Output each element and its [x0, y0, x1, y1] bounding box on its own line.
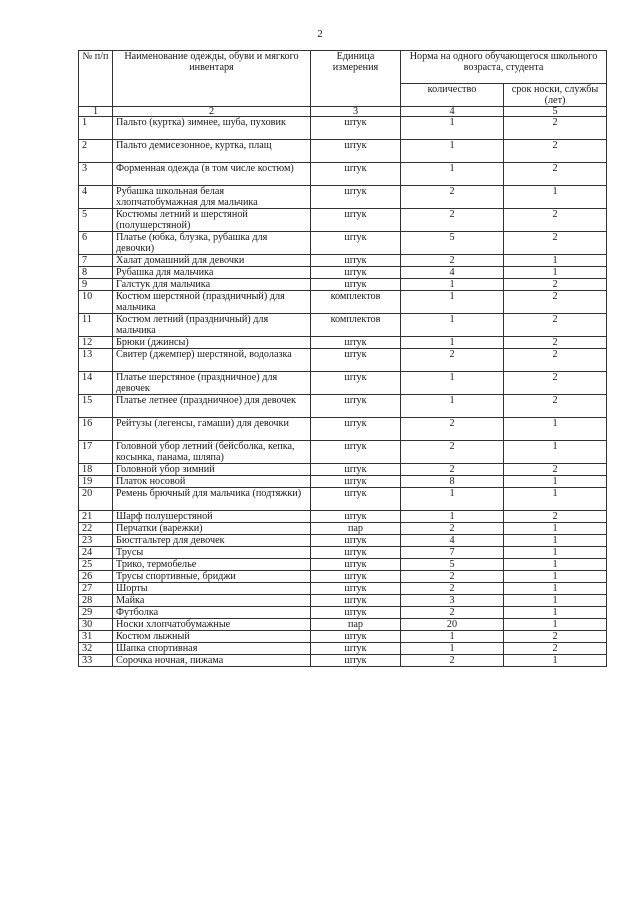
table-row	[79, 337, 607, 349]
row-quantity: 7	[401, 547, 504, 559]
row-unit: комплектов	[311, 291, 401, 314]
row-item-name: Платье летнее (праздничное) для девочек	[113, 395, 311, 418]
table-row	[79, 232, 607, 255]
row-item-name: Костюм шерстяной (праздничный) для мальчика	[113, 291, 311, 314]
table-row	[79, 267, 607, 279]
row-item-name: Бюстгальтер для девочек	[113, 535, 311, 547]
row-quantity: 2	[401, 607, 504, 619]
row-quantity: 2	[401, 255, 504, 267]
row-item-name: Костюм летний (праздничный) для мальчика	[113, 314, 311, 337]
row-quantity: 2	[401, 583, 504, 595]
row-quantity: 2	[401, 464, 504, 476]
row-item-name: Платок носовой	[113, 476, 311, 488]
row-item-name: Головной убор зимний	[113, 464, 311, 476]
row-term: 2	[504, 372, 607, 395]
row-unit: штук	[311, 255, 401, 267]
row-item-name: Трусы спортивные, бриджи	[113, 571, 311, 583]
row-quantity: 2	[401, 209, 504, 232]
row-number: 19	[79, 476, 113, 488]
row-unit: штук	[311, 349, 401, 372]
row-number: 2	[79, 140, 113, 163]
row-quantity: 3	[401, 595, 504, 607]
row-number: 8	[79, 267, 113, 279]
row-item-name: Головной убор летний (бейсболка, кепка, косынка, панама, шляпа)	[113, 441, 311, 464]
row-unit: штук	[311, 163, 401, 186]
column-index: 5	[504, 107, 607, 117]
column-index: 3	[311, 107, 401, 117]
row-unit: штук	[311, 559, 401, 571]
table-row	[79, 643, 607, 655]
row-item-name: Халат домашний для девочки	[113, 255, 311, 267]
table-row	[79, 186, 607, 209]
row-term: 2	[504, 291, 607, 314]
row-unit: пар	[311, 523, 401, 535]
row-term: 1	[504, 571, 607, 583]
row-number: 23	[79, 535, 113, 547]
row-quantity: 1	[401, 291, 504, 314]
row-item-name: Носки хлопчатобумажные	[113, 619, 311, 631]
row-quantity: 1	[401, 140, 504, 163]
row-number: 3	[79, 163, 113, 186]
row-unit: штук	[311, 395, 401, 418]
row-item-name: Трико, термобелье	[113, 559, 311, 571]
row-number: 26	[79, 571, 113, 583]
table-row	[79, 619, 607, 631]
row-unit: штук	[311, 441, 401, 464]
row-unit: штук	[311, 571, 401, 583]
row-unit: штук	[311, 337, 401, 349]
row-quantity: 2	[401, 655, 504, 667]
row-term: 2	[504, 163, 607, 186]
table-row	[79, 349, 607, 372]
row-quantity: 1	[401, 395, 504, 418]
row-item-name: Рубашка школьная белая хлопчатобумажная для мальчика	[113, 186, 311, 209]
row-term: 2	[504, 209, 607, 232]
column-index: 1	[79, 107, 113, 117]
table-row	[79, 488, 607, 511]
row-number: 29	[79, 607, 113, 619]
row-unit: штук	[311, 631, 401, 643]
row-term: 1	[504, 441, 607, 464]
table-row	[79, 559, 607, 571]
row-unit: штук	[311, 655, 401, 667]
row-number: 25	[79, 559, 113, 571]
row-item-name: Галстук для мальчика	[113, 279, 311, 291]
row-term: 2	[504, 464, 607, 476]
row-unit: штук	[311, 464, 401, 476]
row-term: 1	[504, 559, 607, 571]
row-item-name: Костюм лыжный	[113, 631, 311, 643]
table-row	[79, 583, 607, 595]
row-term: 2	[504, 511, 607, 523]
row-term: 1	[504, 607, 607, 619]
row-number: 7	[79, 255, 113, 267]
table-row	[79, 547, 607, 559]
column-index: 4	[401, 107, 504, 117]
row-item-name: Брюки (джинсы)	[113, 337, 311, 349]
row-number: 11	[79, 314, 113, 337]
row-quantity: 20	[401, 619, 504, 631]
row-unit: пар	[311, 619, 401, 631]
row-item-name: Платье шерстяное (праздничное) для девочек	[113, 372, 311, 395]
row-number: 6	[79, 232, 113, 255]
row-number: 28	[79, 595, 113, 607]
row-unit: штук	[311, 535, 401, 547]
row-number: 27	[79, 583, 113, 595]
table-row	[79, 595, 607, 607]
row-term: 2	[504, 631, 607, 643]
row-term: 1	[504, 535, 607, 547]
page-number: 2	[317, 28, 323, 40]
row-term: 2	[504, 337, 607, 349]
table-row	[79, 631, 607, 643]
row-quantity: 4	[401, 535, 504, 547]
row-quantity: 2	[401, 523, 504, 535]
row-quantity: 1	[401, 314, 504, 337]
table-row	[79, 535, 607, 547]
row-term: 2	[504, 117, 607, 140]
row-item-name: Ремень брючный для мальчика (подтяжки)	[113, 488, 311, 511]
header-name: Наименование одежды, обуви и мягкого инвентаря	[113, 51, 311, 107]
row-unit: штук	[311, 372, 401, 395]
row-quantity: 1	[401, 511, 504, 523]
row-unit: штук	[311, 117, 401, 140]
row-item-name: Пальто демисезонное, куртка, плащ	[113, 140, 311, 163]
row-item-name: Форменная одежда (в том числе костюм)	[113, 163, 311, 186]
row-unit: штук	[311, 476, 401, 488]
row-item-name: Майка	[113, 595, 311, 607]
row-number: 32	[79, 643, 113, 655]
row-number: 4	[79, 186, 113, 209]
row-unit: штук	[311, 232, 401, 255]
row-number: 1	[79, 117, 113, 140]
row-item-name: Шорты	[113, 583, 311, 595]
row-quantity: 2	[401, 418, 504, 441]
row-unit: штук	[311, 140, 401, 163]
row-unit: штук	[311, 279, 401, 291]
table-row	[79, 314, 607, 337]
row-number: 17	[79, 441, 113, 464]
table-row	[79, 476, 607, 488]
row-number: 10	[79, 291, 113, 314]
row-unit: штук	[311, 418, 401, 441]
row-quantity: 1	[401, 117, 504, 140]
row-number: 15	[79, 395, 113, 418]
table-row	[79, 117, 607, 140]
row-item-name: Рубашка для мальчика	[113, 267, 311, 279]
row-term: 2	[504, 395, 607, 418]
table-row	[79, 395, 607, 418]
row-number: 22	[79, 523, 113, 535]
table-row	[79, 418, 607, 441]
row-item-name: Футболка	[113, 607, 311, 619]
row-quantity: 1	[401, 631, 504, 643]
row-unit: штук	[311, 488, 401, 511]
row-item-name: Костюмы летний и шерстяной (полушерстяной)	[113, 209, 311, 232]
row-unit: штук	[311, 209, 401, 232]
row-number: 20	[79, 488, 113, 511]
row-term: 1	[504, 619, 607, 631]
table-row	[79, 163, 607, 186]
table-row	[79, 511, 607, 523]
row-term: 2	[504, 140, 607, 163]
row-number: 24	[79, 547, 113, 559]
header-norm: Норма на одного обучающегося школьного возраста, студента	[401, 51, 607, 84]
table-row	[79, 140, 607, 163]
row-quantity: 1	[401, 279, 504, 291]
row-unit: штук	[311, 547, 401, 559]
row-quantity: 1	[401, 488, 504, 511]
row-number: 30	[79, 619, 113, 631]
row-number: 9	[79, 279, 113, 291]
row-unit: штук	[311, 595, 401, 607]
row-unit: комплектов	[311, 314, 401, 337]
row-item-name: Трусы	[113, 547, 311, 559]
row-number: 33	[79, 655, 113, 667]
row-item-name: Шапка спортивная	[113, 643, 311, 655]
table-row	[79, 464, 607, 476]
row-quantity: 1	[401, 337, 504, 349]
row-term: 2	[504, 643, 607, 655]
header-term: срок носки, службы (лет)	[504, 84, 607, 107]
row-number: 13	[79, 349, 113, 372]
row-term: 1	[504, 488, 607, 511]
row-item-name: Платье (юбка, блузка, рубашка для девочки)	[113, 232, 311, 255]
row-quantity: 5	[401, 559, 504, 571]
row-term: 1	[504, 655, 607, 667]
row-unit: штук	[311, 607, 401, 619]
row-term: 1	[504, 418, 607, 441]
row-quantity: 1	[401, 372, 504, 395]
header-number: № п/п	[79, 51, 113, 107]
row-unit: штук	[311, 267, 401, 279]
row-number: 21	[79, 511, 113, 523]
row-unit: штук	[311, 186, 401, 209]
row-quantity: 5	[401, 232, 504, 255]
table-row	[79, 255, 607, 267]
row-unit: штук	[311, 643, 401, 655]
row-number: 14	[79, 372, 113, 395]
row-number: 12	[79, 337, 113, 349]
row-number: 31	[79, 631, 113, 643]
row-unit: штук	[311, 583, 401, 595]
row-term: 1	[504, 547, 607, 559]
row-quantity: 8	[401, 476, 504, 488]
table-row	[79, 523, 607, 535]
row-item-name: Свитер (джемпер) шерстяной, водолазка	[113, 349, 311, 372]
row-term: 2	[504, 314, 607, 337]
table-row	[79, 291, 607, 314]
row-term: 1	[504, 583, 607, 595]
row-term: 1	[504, 186, 607, 209]
row-unit: штук	[311, 511, 401, 523]
row-item-name: Сорочка ночная, пижама	[113, 655, 311, 667]
column-index: 2	[113, 107, 311, 117]
table-row	[79, 209, 607, 232]
table-row	[79, 655, 607, 667]
row-number: 18	[79, 464, 113, 476]
row-quantity: 2	[401, 186, 504, 209]
table-row	[79, 571, 607, 583]
row-quantity: 2	[401, 571, 504, 583]
row-term: 1	[504, 595, 607, 607]
row-quantity: 1	[401, 163, 504, 186]
row-term: 2	[504, 349, 607, 372]
row-number: 16	[79, 418, 113, 441]
row-term: 1	[504, 523, 607, 535]
row-term: 2	[504, 232, 607, 255]
row-number: 5	[79, 209, 113, 232]
row-item-name: Рейтузы (легенсы, гамаши) для девочки	[113, 418, 311, 441]
header-unit: Единица измерения	[311, 51, 401, 107]
table-row	[79, 279, 607, 291]
clothing-norms-table	[78, 50, 607, 667]
row-term: 1	[504, 255, 607, 267]
row-item-name: Пальто (куртка) зимнее, шуба, пуховик	[113, 117, 311, 140]
row-quantity: 2	[401, 441, 504, 464]
table-row	[79, 372, 607, 395]
row-quantity: 2	[401, 349, 504, 372]
header-quantity: количество	[401, 84, 504, 107]
row-item-name: Перчатки (варежки)	[113, 523, 311, 535]
table-row	[79, 441, 607, 464]
row-quantity: 4	[401, 267, 504, 279]
row-term: 2	[504, 279, 607, 291]
row-item-name: Шарф полушерстяной	[113, 511, 311, 523]
row-term: 1	[504, 267, 607, 279]
row-term: 1	[504, 476, 607, 488]
table-row	[79, 607, 607, 619]
row-quantity: 1	[401, 643, 504, 655]
column-index-row	[79, 107, 607, 117]
